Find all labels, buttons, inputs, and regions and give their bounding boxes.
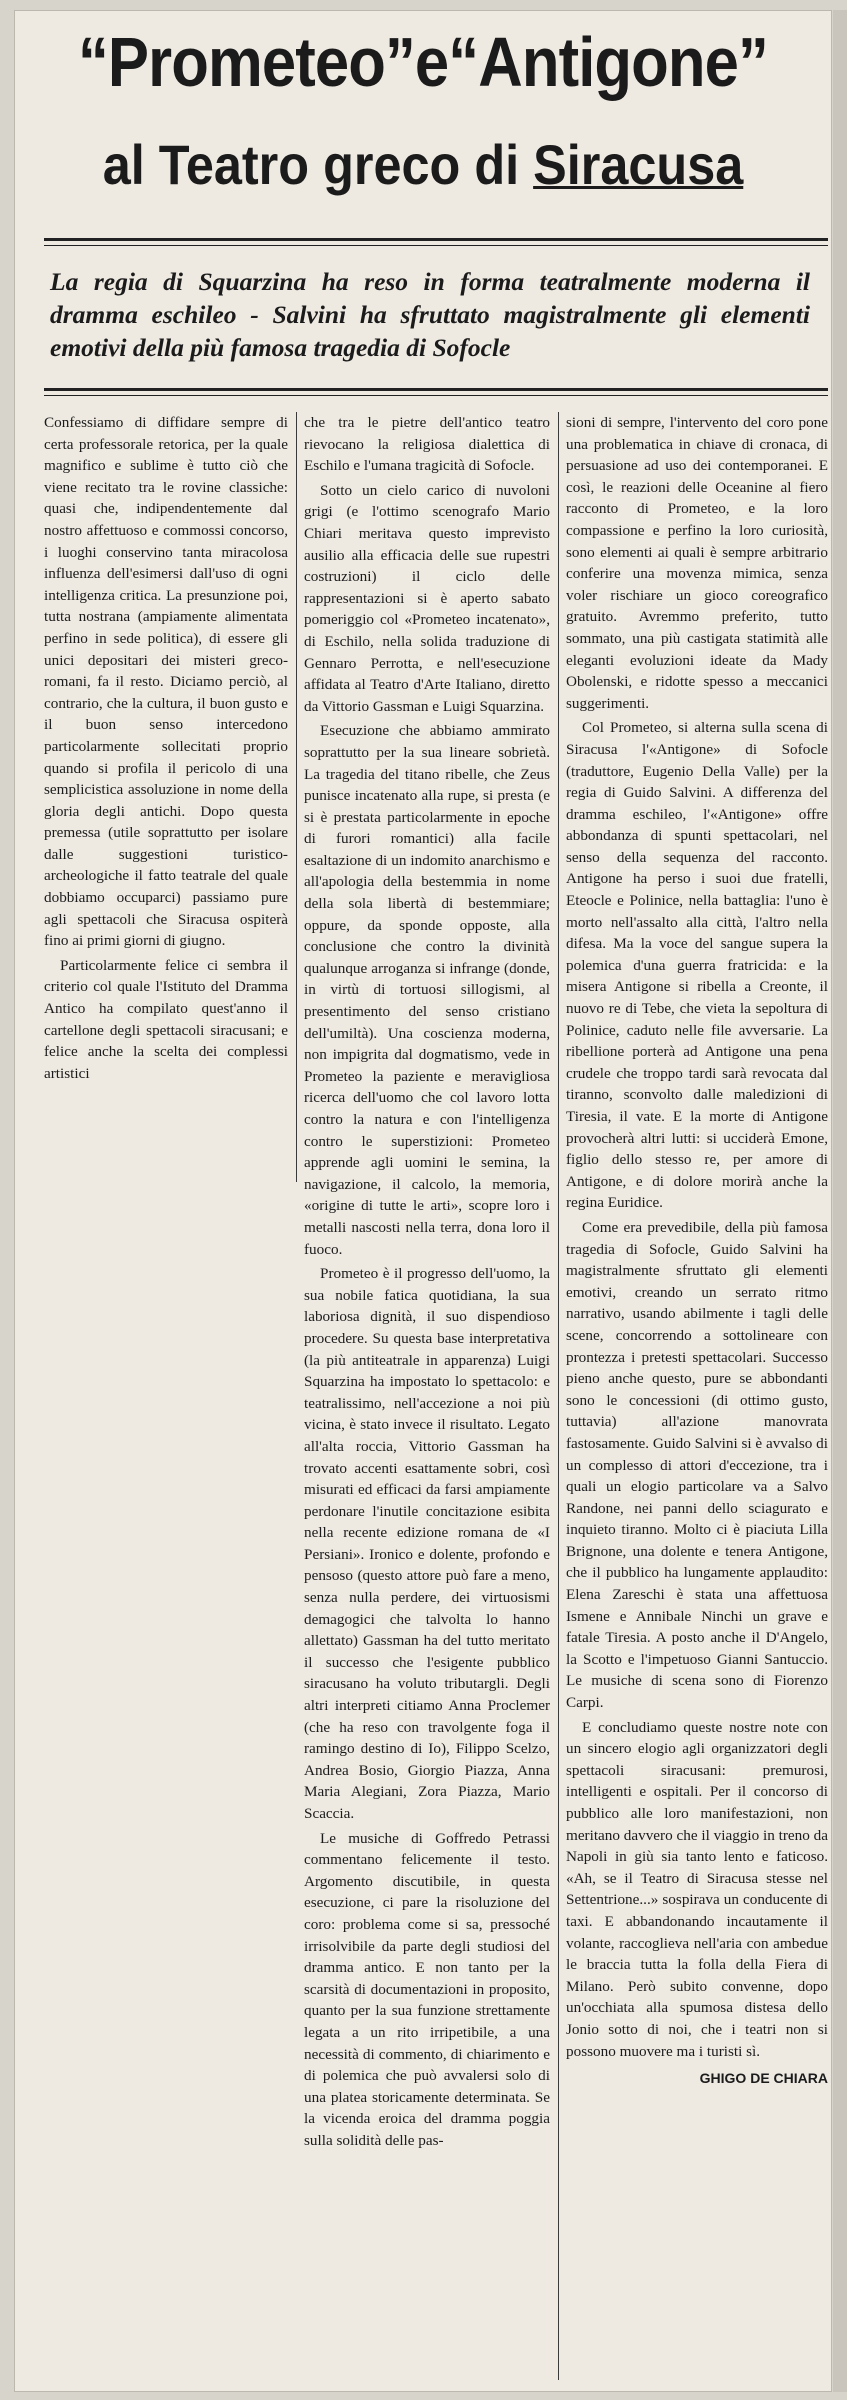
headline-place: Siracusa bbox=[533, 133, 744, 196]
rule-bottom bbox=[44, 388, 828, 391]
rule-bottom-thin bbox=[44, 395, 828, 396]
paragraph: Prometeo è il progresso dell'uomo, la sua nobile fatica quotidiana, la sua laboriosa dignità, il suo dispendioso procedere. Su questa base interpretativa (la più antiteatrale in apparenza) Luigi Squarzina ha impostato lo spettacolo: e teatralissimo, nell'accezione a noi più vicina, è stato invece il risultato. Legato all'alta roccia, Vittorio Gassman ha trovato accenti esattamente sobri, così misurati ed efficaci da farsi ampiamente perdonare l'inutile concitazione esibita nella recente edizione romana de «I Persiani». Ironico e dolente, profondo e pensoso (questo attore può fare a meno, senza nulla perdere, dei virtuosismi demagogici che talvolta lo hanno allettato) Gassman ha del tutto meritato il successo che l'esigente pubblico siracusano ha voluto tributargli. Degli altri interpreti citiamo Anna Proclemer (che ha reso con travolgente foga il ramingo destino di Io), Filippo Scelzo, Andrea Bosio, Giorgio Piazza, Anna Maria Alegiani, Zora Piazza, Mario Scaccia. bbox=[304, 1265, 550, 1822]
paragraph: E concludiamo queste nostre note con un sincero elogio agli organizzatori degli spettacoli siracusani: premurosi, intelligenti e ospitali. Per il concorso di pubblico alle loro manifestazioni, non meritano davvero che il viaggio in treno da Napoli in giù sia tanto lento e faticoso. «Ah, se il Teatro di Siracusa stesse nel Settentrione...» sospirava un conducente di taxi. E abbandonando incautamente il volante, raccoglieva nell'aria con ambedue le braccia tutta la folla della Fiera di Milano. Però subito convenne, dopo un'occhiata alla spumosa distesa dello Jonio sotto di noi, che i teatri non si possono muovere ma i turisti sì. bbox=[566, 1718, 828, 2060]
author-signature: GHIGO DE CHIARA bbox=[699, 2070, 828, 2087]
article-column-2 bbox=[304, 412, 550, 2152]
paragraph: sioni di sempre, l'intervento del coro pone una problematica in chiave di cronaca, di persuasione ad uso dei contemporanei. E così, le reazioni delle Oceanine al fiero racconto di Prometeo, e la loro compassione e perfino la loro curiosità, sono elementi ai quali è sempre arbitrario conferire una movenza mimica, senza voler rischiare un gioco coreografico gratuito. Avremmo preferito, tutto sommato, una più castigata statimità alle eleganti evoluzioni ideate da Mady Obolenski, e ridotte spesso a meccanici suggerimenti. bbox=[566, 414, 828, 712]
rule-top-thin bbox=[44, 245, 828, 246]
column-divider-1 bbox=[296, 412, 297, 1182]
paragraph: Confessiamo di diffidare sempre di certa professorale retorica, per la quale magnifico e sublime è tutto ciò che viene recitato tra le rovine classiche: quasi che, indipendentemente dal nostro affettuoso e commossi concorso, i luoghi conservino tanta miracolosa influenza dell'esimersi dall'uso di ogni intelligenza critica. La presunzione poi, tutta nostrana (ampiamente alimentata perfino in sede politica), di essere gli unici depositari dei misteri greco-romani, fa il resto. Diciamo perciò, al contrario, che la cultura, il buon gusto e il buon senso intercedono particolarmente sollecitati proprio quando si profila il pericolo di una semplicistica assoluzione in nome della gloria degli antichi. Dopo questa premessa (utile soprattutto per isolare dalle suggestioni turistico-archeologiche il fatto teatrale del quale dobbiamo occuparci) passiamo pure agli spettacoli che Siracusa ospiterà fino ai primi giorni di giugno. bbox=[44, 414, 288, 950]
adjacent-page-edge bbox=[833, 10, 847, 2392]
article-column-1 bbox=[44, 412, 288, 1084]
paragraph: Particolarmente felice ci sembra il criterio col quale l'Istituto del Dramma Antico ha compilato quest'anno il cartellone degli spettacoli siracusani; e felice anche la scelta dei complessi artistici bbox=[44, 956, 288, 1082]
subheadline: La regia di Squarzina ha reso in forma teatralmente moderna il dramma eschileo - Salvini ha sfruttato magistralmente gli elementi emotivi della più famosa tragedia di Sofocle bbox=[50, 267, 810, 362]
headline-line2 bbox=[55, 132, 791, 198]
paragraph: che tra le pietre dell'antico teatro rievocano la religiosa dialettica di Eschilo e l'umana tragicità di Sofocle. bbox=[304, 414, 550, 475]
headline-line2-prefix: al Teatro greco di bbox=[102, 133, 534, 196]
newspaper-clipping bbox=[14, 10, 832, 2392]
headline-line1: “Prometeo”e“Antigone” bbox=[77, 23, 768, 101]
paragraph: Come era prevedibile, della più famosa tragedia di Sofocle, Guido Salvini ha magistralmente sfruttato gli elementi emotivi, creando un serrato ritmo narrativo, usando abilmente i tagli delle scene, concorrendo a sottolineare con prontezza i pretesti spettacolari. Successo pieno anche questo, pure se abbondanti sono le concessioni (di ottimo gusto, tuttavia) all'azione manovrata fastosamente. Guido Salvini si è avvalso di un complesso di attori d'eccezione, tra i quali un elogio particolare va a Salvo Randone, nei panni dello sciagurato e inquieto tiranno. Molto ci è piaciuta Lilla Brignone, una dolente e tenera Antigone, che il pubblico ha lungamente applaudito: Elena Zareschi è stata una affettuosa Ismene e Annibale Ninchi un grave e fatale Tiresia. A posto anche il D'Angelo, la Scotto e l'impetuoso Gianni Santuccio. Le musiche di scena sono di Fiorenzo Carpi. bbox=[566, 1218, 828, 1712]
rule-top bbox=[44, 238, 828, 241]
article-column-3 bbox=[566, 412, 828, 2090]
paragraph: Esecuzione che abbiamo ammirato soprattutto per la sua lineare sobrietà. La tragedia del titano ribelle, che Zeus punisce incatenato alla rupe, si presta (e si è prestata particolarmente in epoche di furori romantici) alla facile esaltazione di un indomito anarchismo e all'apologia della bestemmia in nome della sola libertà di bestemmiare; oppure, da sponde opposte, alla conclusione che contro la divinità qualunque arroganza si infrange (donde, in virtù di tortuosi sillogismi, al presentimento del senso cristiano dell'umiltà). Una coscienza moderna, non impigrita dal dogmatismo, vede in Prometeo la paziente e meravigliosa ricerca dell'uomo che col lavoro lotta contro la natura e con l'intelligenza contro le superstizioni: Prometeo apprende agli uomini le semina, la navigazione, il calcolo, la memoria, «origine di tutte le arti», scopre loro i metalli nascosti nella terra, dona loro il fuoco. bbox=[304, 722, 550, 1258]
paragraph: Le musiche di Goffredo Petrassi commentano felicemente il testo. Argomento discutibile, in questa esecuzione, ci pare la risoluzione del coro: problema come si sa, pressoché irrisolvibile da parte degli studiosi del dramma antico. E non tanto per la scarsità di documentazioni in proposito, quanto per la sua funzione strettamente legata a un rito irripetibile, a una necessità di commento, di chiarimento e di polemica che può avvalersi solo di una platea storicamente determinata. Se la vicenda eroica del dramma poggia sulla solidità delle pas- bbox=[304, 1829, 550, 2149]
paragraph: Sotto un cielo carico di nuvoloni grigi (e l'ottimo scenografo Mario Chiari meritava questo imprevisto ausilio alla efficacia delle sue rupestri costruzioni) il ciclo delle rappresentazioni si è aperto sabato pomeriggio col «Prometeo incatenato», di Eschilo, nella solida traduzione di Gennaro Perrotta, e nell'esecuzione affidata al Teatro d'Arte Italiano, diretto da Vittorio Gassman e Luigi Squarzina. bbox=[304, 481, 550, 715]
paragraph: Col Prometeo, si alterna sulla scena di Siracusa l'«Antigone» di Sofocle (traduttore, Eugenio Della Valle) per la regia di Guido Salvini. A differenza del dramma eschileo, l'«Antigone» offre abbondanza di spunti spettacolari, nel senso della sequenza del racconto. Antigone ha perso i suoi due fratelli, Eteocle e Polinice, nella battaglia: l'uno è morto nell'assalto alla città, l'altro nella difesa. Ma la voce del sangue supera la polemica d'una guerra fratricida: e la misera Antigone si ribella a Creonte, il nuovo re di Tebe, che vieta la sepoltura di Polinice, caduto nelle file avversarie. La ribellione porterà ad Antigone una pena crudele che troppo tardi sarà revocata dal tiranno, sconvolto dalle maledizioni di Tiresia, il vate. E la morte di Antigone provocherà altri lutti: si ucciderà Emone, figlio dello stesso re, per amore di Antigone, e di dolore morirà anche la regina Euridice. bbox=[566, 719, 828, 1212]
column-divider-2 bbox=[558, 412, 559, 2380]
